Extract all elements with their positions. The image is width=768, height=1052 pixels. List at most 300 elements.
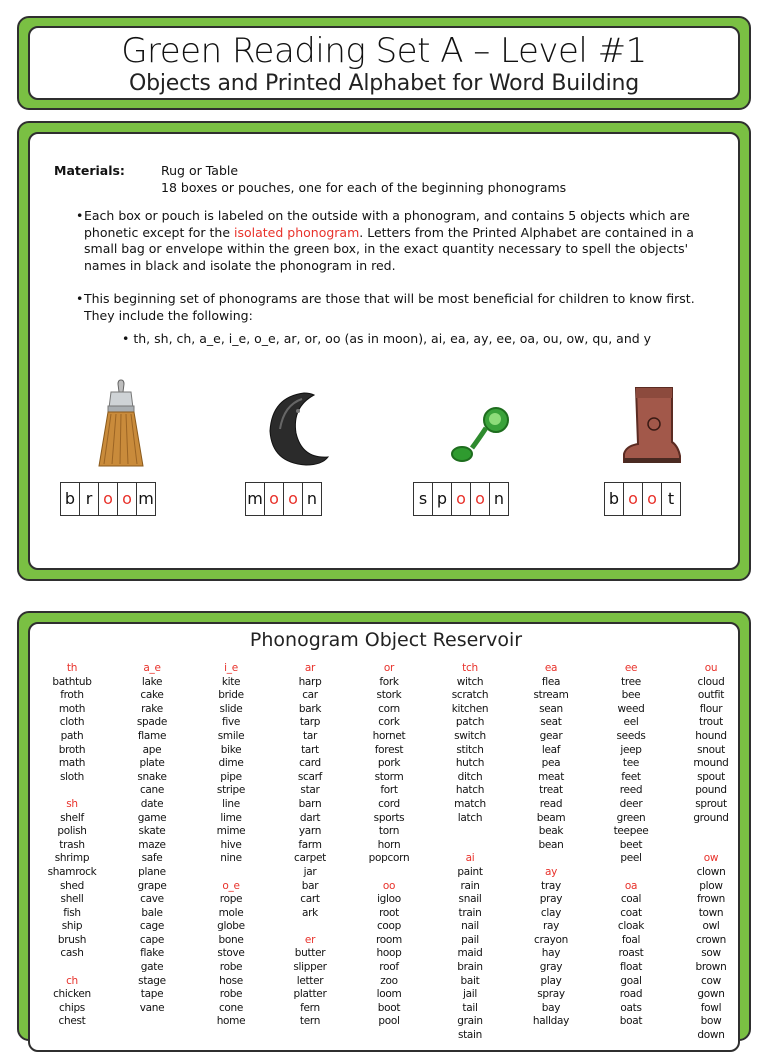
reservoir-word: cake	[140, 689, 164, 702]
phonogram-header: ar	[304, 662, 316, 674]
reservoir-word: stork	[376, 689, 402, 702]
reservoir-word: coat	[620, 906, 642, 919]
letter-tile: o	[99, 483, 118, 515]
phonogram-header: ai	[465, 852, 475, 865]
letter-tile: b	[605, 483, 624, 515]
reservoir-word: play	[540, 974, 562, 987]
reservoir-word: pea	[541, 757, 561, 770]
reservoir-word: clown	[696, 865, 726, 878]
reservoir-word: stream	[533, 689, 569, 702]
letter-tile: r	[80, 483, 99, 515]
materials-card	[17, 121, 751, 581]
reservoir-word: bale	[141, 906, 163, 919]
reservoir-word: carpet	[294, 852, 326, 865]
reservoir-word: hallday	[532, 1015, 570, 1028]
reservoir-word: float	[619, 961, 643, 974]
reservoir-word: tree	[621, 675, 641, 688]
reservoir-word: stain	[457, 1029, 483, 1042]
materials-item: 18 boxes or pouches, one for each of the beginning phonograms	[161, 180, 567, 195]
reservoir-word	[671, 825, 751, 839]
reservoir-word: feet	[621, 770, 641, 783]
reservoir-word: lime	[220, 811, 242, 824]
reservoir-word: bride	[218, 689, 244, 702]
reservoir-word: beam	[536, 811, 566, 824]
reservoir-word: peel	[620, 852, 642, 865]
reservoir-word: brain	[457, 961, 483, 974]
reservoir-column	[511, 662, 591, 1029]
reservoir-word: roof	[379, 961, 399, 974]
reservoir-word: math	[58, 757, 86, 770]
reservoir-column	[270, 662, 350, 1029]
reservoir-word: cart	[300, 893, 320, 906]
reservoir-word: bow	[700, 1015, 722, 1028]
reservoir-word: safe	[141, 852, 163, 865]
reservoir-word: line	[222, 797, 240, 810]
reservoir-word: stitch	[456, 743, 484, 756]
isolated-phonogram-highlight: isolated phonogram	[234, 224, 360, 240]
reservoir-word: goal	[620, 974, 642, 987]
reservoir-column	[191, 662, 271, 1029]
reservoir-word: plane	[138, 865, 166, 878]
reservoir-word: ark	[302, 906, 318, 919]
reservoir-word: seat	[540, 716, 562, 729]
bullet-beginning-set	[76, 291, 724, 324]
reservoir-word	[591, 866, 671, 880]
reservoir-word: hoop	[376, 947, 402, 960]
reservoir-word: bar	[301, 879, 319, 892]
reservoir-word: sprout	[695, 797, 727, 810]
reservoir-word: tray	[541, 879, 561, 892]
reservoir-word: trash	[59, 838, 85, 851]
reservoir-word: skate	[138, 825, 166, 838]
phonogram-header: ee	[624, 662, 638, 674]
reservoir-word: match	[454, 797, 486, 810]
reservoir-word: ditch	[457, 770, 483, 783]
reservoir-word	[32, 784, 112, 798]
reservoir-word: foal	[621, 933, 641, 946]
reservoir-word: flame	[137, 729, 167, 742]
reservoir-word: scratch	[451, 689, 489, 702]
reservoir-word: nine	[220, 852, 242, 865]
reservoir-word: jail	[463, 988, 477, 1001]
reservoir-word: kite	[221, 675, 241, 688]
reservoir-word: coal	[620, 893, 642, 906]
phonogram-header: tch	[462, 662, 478, 674]
word-box-moon	[245, 482, 322, 516]
phonogram-header: oo	[382, 879, 396, 892]
reservoir-word: coop	[376, 920, 402, 933]
reservoir-word: flake	[140, 947, 164, 960]
word-box-broom	[60, 482, 156, 516]
reservoir-word: rake	[141, 702, 163, 715]
reservoir-word: teepee	[613, 825, 649, 838]
phonogram-list	[122, 331, 722, 347]
reservoir-word: frown	[697, 893, 725, 906]
phonogram-header: ea	[544, 662, 558, 674]
reservoir-word: beak	[538, 825, 564, 838]
reservoir-word: snake	[137, 770, 167, 783]
reservoir-word	[191, 866, 271, 880]
reservoir-word: boat	[619, 1015, 643, 1028]
reservoir-word: rain	[460, 879, 480, 892]
title-card	[17, 16, 751, 110]
reservoir-word: bean	[538, 838, 564, 851]
reservoir-word: fowl	[700, 1001, 722, 1014]
reservoir-word: bone	[218, 933, 244, 946]
reservoir-word: letter	[296, 974, 324, 987]
phonogram-header: ou	[704, 662, 718, 674]
reservoir-word: fork	[379, 675, 399, 688]
phonogram-header: ay	[544, 865, 558, 878]
reservoir-word: gear	[539, 729, 563, 742]
reservoir-word: shamrock	[47, 865, 97, 878]
reservoir-word: snail	[458, 893, 482, 906]
page-title: Green Reading Set A – Level #1	[121, 31, 647, 71]
materials-item: Rug or Table	[161, 163, 239, 178]
reservoir-word: broth	[58, 743, 86, 756]
reservoir-word: moth	[58, 702, 86, 715]
reservoir-word	[270, 920, 350, 934]
reservoir-word: loom	[376, 988, 402, 1001]
reservoir-word: cash	[60, 947, 84, 960]
reservoir-word: tart	[301, 743, 319, 756]
reservoir-word: hatch	[455, 784, 485, 797]
reservoir-word: owl	[702, 920, 720, 933]
phonogram-header: or	[383, 662, 395, 674]
reservoir-word: popcorn	[368, 852, 410, 865]
reservoir-word	[511, 852, 591, 866]
reservoir-word: bee	[621, 689, 641, 702]
reservoir-word: storm	[374, 770, 404, 783]
reservoir-word: fish	[63, 906, 81, 919]
reservoir-word: eel	[623, 716, 639, 729]
reservoir-word: chicken	[53, 988, 91, 1001]
letter-tile: o	[284, 483, 303, 515]
reservoir-word: froth	[60, 689, 84, 702]
letter-tile: p	[433, 483, 452, 515]
reservoir-word: globe	[217, 920, 245, 933]
reservoir-word: witch	[456, 675, 484, 688]
reservoir-word: grain	[457, 1015, 483, 1028]
reservoir-word: pail	[461, 933, 479, 946]
reservoir-word: home	[216, 1015, 246, 1028]
reservoir-word	[671, 839, 751, 853]
materials-list	[161, 162, 661, 196]
bullet-boxes	[76, 208, 724, 274]
reservoir-word: latch	[457, 811, 483, 824]
letter-tile: n	[493, 489, 505, 508]
reservoir-panel	[28, 622, 740, 1052]
reservoir-word: bark	[298, 702, 322, 715]
reservoir-word: road	[619, 988, 643, 1001]
reservoir-word: stripe	[216, 784, 246, 797]
reservoir-word: butter	[294, 947, 326, 960]
reservoir-word: harp	[298, 675, 322, 688]
reservoir-word: boot	[377, 1001, 401, 1014]
reservoir-word: mole	[218, 906, 244, 919]
reservoir-word: card	[299, 757, 321, 770]
reservoir-word: leaf	[541, 743, 561, 756]
reservoir-word: vane	[139, 1001, 165, 1014]
broom-image	[91, 378, 151, 470]
reservoir-word: zoo	[380, 974, 398, 987]
reservoir-word: robe	[219, 961, 243, 974]
reservoir-word: cord	[378, 797, 400, 810]
reservoir-word: rope	[219, 893, 243, 906]
reservoir-word: treat	[539, 784, 563, 797]
reservoir-word	[430, 825, 510, 839]
letter-tile: o	[118, 483, 137, 515]
phonogram-header: oa	[624, 879, 638, 892]
reservoir-word: hay	[541, 947, 561, 960]
reservoir-word: pool	[378, 1015, 400, 1028]
phonogram-header: ow	[703, 852, 719, 865]
reservoir-column	[430, 662, 510, 1043]
reservoir-word: maze	[138, 838, 166, 851]
reservoir-word: weed	[617, 702, 645, 715]
phonogram-header: ch	[66, 974, 78, 987]
reservoir-word: mound	[693, 757, 729, 770]
reservoir-word: scarf	[297, 770, 323, 783]
phonogram-header: sh	[66, 797, 78, 810]
reservoir-word: cane	[139, 784, 165, 797]
reservoir-word: fort	[380, 784, 398, 797]
letter-tile: n	[306, 489, 318, 508]
letter-tile: o	[265, 483, 284, 515]
reservoir-word: train	[458, 906, 482, 919]
reservoir-word: polish	[57, 825, 87, 838]
reservoir-word: cone	[218, 1001, 244, 1014]
reservoir-word: barn	[298, 797, 322, 810]
reservoir-word: shed	[59, 879, 85, 892]
reservoir-word: yarn	[298, 825, 322, 838]
reservoir-word: platter	[293, 988, 327, 1001]
reservoir-word: tail	[462, 1001, 478, 1014]
reservoir-word: pipe	[220, 770, 242, 783]
reservoir-word: paint	[457, 865, 483, 878]
reservoir-word: hutch	[455, 757, 485, 770]
reservoir-word: nail	[461, 920, 479, 933]
reservoir-word: bike	[220, 743, 242, 756]
reservoir-word: pork	[377, 757, 401, 770]
reservoir-word: pound	[695, 784, 727, 797]
reservoir-word: tar	[303, 729, 317, 742]
boot-image	[618, 384, 688, 466]
letter-tile: s	[414, 483, 433, 515]
reservoir-word: oats	[620, 1001, 642, 1014]
reservoir-card	[17, 611, 751, 1041]
reservoir-word: tee	[622, 757, 640, 770]
letter-tile: b	[61, 483, 80, 515]
reservoir-word: stage	[138, 974, 166, 987]
reservoir-word: roast	[618, 947, 644, 960]
reservoir-word: cow	[701, 974, 721, 987]
reservoir-word: town	[698, 906, 724, 919]
reservoir-word: pray	[539, 893, 563, 906]
reservoir-word: mime	[216, 825, 246, 838]
reservoir-word: shelf	[60, 811, 84, 824]
reservoir-word: gate	[140, 961, 164, 974]
reservoir-word: brush	[57, 933, 87, 946]
reservoir-word: horn	[377, 838, 401, 851]
phonogram-header: i_e	[224, 662, 238, 674]
word-box-boot	[604, 482, 681, 516]
reservoir-column	[112, 662, 192, 1015]
reservoir-word: shell	[60, 893, 84, 906]
reservoir-word: hornet	[372, 729, 406, 742]
reservoir-word: jar	[303, 865, 317, 878]
reservoir-word: kitchen	[451, 702, 489, 715]
reservoir-word: farm	[298, 838, 322, 851]
letter-tile: o	[624, 483, 643, 515]
reservoir-word: tape	[140, 988, 164, 1001]
reservoir-word: cloth	[59, 716, 85, 729]
letter-tile: o	[471, 483, 490, 515]
reservoir-word: gray	[539, 961, 563, 974]
reservoir-word: bait	[460, 974, 480, 987]
reservoir-word: maid	[457, 947, 483, 960]
reservoir-word: plate	[139, 757, 165, 770]
bullet-text: This beginning set of phonograms are those that will be most beneficial for children to know first. They include the following:	[84, 291, 695, 323]
bullet-text: Each box or pouch is labeled on the outside with a phonogram, and contains 5 objects which are phonetic except for the	[84, 208, 690, 240]
title-panel	[28, 26, 740, 100]
reservoir-column	[671, 662, 751, 1043]
reservoir-word: fern	[300, 1001, 320, 1014]
phonogram-header: o_e	[222, 879, 240, 892]
reservoir-word: gown	[697, 988, 725, 1001]
reservoir-word	[349, 866, 429, 880]
reservoir-word: sow	[701, 947, 721, 960]
reservoir-word: forest	[374, 743, 404, 756]
reservoir-word: spray	[537, 988, 565, 1001]
reservoir-word: root	[379, 906, 399, 919]
phonogram-header: a_e	[143, 662, 161, 674]
letter-tile: o	[643, 483, 662, 515]
word-box-spoon	[413, 482, 509, 516]
reservoir-word	[430, 839, 510, 853]
reservoir-word: patch	[455, 716, 485, 729]
letter-tile: m	[246, 483, 265, 515]
reservoir-word: beet	[619, 838, 643, 851]
reservoir-word: deer	[619, 797, 643, 810]
reservoir-word: grape	[137, 879, 167, 892]
letter-tile: m	[138, 489, 154, 508]
reservoir-word: car	[302, 689, 318, 702]
page-subtitle: Objects and Printed Alphabet for Word Building	[128, 71, 640, 96]
reservoir-column	[32, 662, 112, 1029]
reservoir-word: chips	[59, 1001, 85, 1014]
reservoir-word: tern	[299, 1015, 321, 1028]
reservoir-word: reed	[619, 784, 643, 797]
reservoir-word: hive	[220, 838, 242, 851]
reservoir-word: meat	[537, 770, 565, 783]
reservoir-word: ground	[693, 811, 729, 824]
reservoir-word: green	[616, 811, 646, 824]
reservoir-word: date	[140, 797, 164, 810]
reservoir-word: slipper	[293, 961, 327, 974]
reservoir-word: star	[300, 784, 320, 797]
reservoir-word: brown	[695, 961, 727, 974]
reservoir-word: ship	[61, 920, 83, 933]
reservoir-word: igloo	[377, 893, 401, 906]
letter-tile: o	[452, 483, 471, 515]
reservoir-word: cave	[140, 893, 164, 906]
reservoir-word: smile	[217, 729, 245, 742]
reservoir-word: lake	[141, 675, 163, 688]
reservoir-word: spade	[136, 716, 168, 729]
reservoir-word: five	[221, 716, 241, 729]
reservoir-word: path	[60, 729, 84, 742]
reservoir-word	[32, 961, 112, 975]
phonogram-header: er	[304, 933, 316, 946]
reservoir-word: read	[539, 797, 563, 810]
phonogram-list-text: th, sh, ch, a_e, i_e, o_e, ar, or, oo (as in moon), ai, ea, ay, ee, oa, ou, ow, qu, and y	[133, 331, 652, 346]
phonogram-header: th	[66, 662, 78, 674]
reservoir-word: jeep	[620, 743, 642, 756]
bullet-dot: •	[76, 208, 84, 223]
reservoir-word: ape	[142, 743, 162, 756]
reservoir-word: bay	[541, 1001, 561, 1014]
reservoir-word: hose	[219, 974, 243, 987]
reservoir-word: down	[697, 1029, 725, 1042]
reservoir-word: flea	[541, 675, 561, 688]
reservoir-word: tarp	[299, 716, 321, 729]
reservoir-word: robe	[219, 988, 243, 1001]
reservoir-word: flour	[699, 702, 723, 715]
reservoir-title: Phonogram Object Reservoir	[249, 629, 523, 651]
bullet-text-cont: . Letters from the Printed Alphabet are contained in a small bag or envelope within the green box, in the exact quantity necessary to spell the objects' names in black and isolate the phonogram in red.	[84, 224, 694, 273]
reservoir-word: seeds	[616, 729, 646, 742]
reservoir-word: clay	[540, 906, 562, 919]
reservoir-word: switch	[454, 729, 486, 742]
reservoir-word: dart	[299, 811, 321, 824]
bullet-dot: •	[76, 291, 84, 306]
moon-image	[262, 389, 334, 469]
reservoir-column	[591, 662, 671, 1029]
reservoir-word: slide	[219, 702, 243, 715]
letter-tile: t	[667, 489, 675, 508]
reservoir-word: cloud	[697, 675, 725, 688]
reservoir-word: outfit	[697, 689, 725, 702]
reservoir-word: game	[137, 811, 167, 824]
materials-panel	[28, 132, 740, 570]
reservoir-word: cape	[139, 933, 165, 946]
reservoir-word: crayon	[533, 933, 569, 946]
materials-label: Materials:	[54, 163, 125, 178]
reservoir-word: hound	[695, 729, 727, 742]
reservoir-word: cage	[139, 920, 165, 933]
reservoir-word: stove	[217, 947, 245, 960]
reservoir-column	[349, 662, 429, 1029]
reservoir-word: sean	[539, 702, 563, 715]
spoon-image	[442, 404, 514, 466]
reservoir-word: sports	[373, 811, 405, 824]
bullet-dot: •	[122, 331, 134, 346]
reservoir-word: snout	[697, 743, 725, 756]
reservoir-word: room	[376, 933, 402, 946]
reservoir-word: sloth	[59, 770, 85, 783]
reservoir-word: trout	[699, 716, 723, 729]
reservoir-word: shrimp	[54, 852, 90, 865]
reservoir-word: spout	[697, 770, 725, 783]
reservoir-word: cork	[378, 716, 400, 729]
reservoir-word: plow	[699, 879, 723, 892]
reservoir-word: bathtub	[52, 675, 92, 688]
reservoir-word: torn	[378, 825, 400, 838]
reservoir-word: dime	[218, 757, 244, 770]
reservoir-word: corn	[378, 702, 400, 715]
reservoir-word: chest	[58, 1015, 86, 1028]
